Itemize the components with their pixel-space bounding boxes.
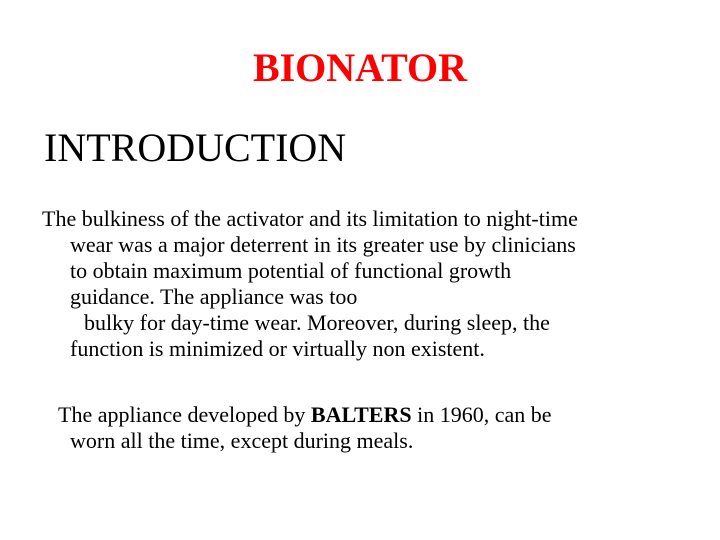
text-segment: The appliance developed by xyxy=(58,402,311,427)
paragraph-balters xyxy=(58,402,552,454)
text-segment: in 1960, can be xyxy=(411,402,552,427)
paragraph-line: worn all the time, except during meals. xyxy=(70,428,414,453)
author-name-balters: BALTERS xyxy=(310,402,412,427)
section-heading: INTRODUCTION xyxy=(44,125,347,170)
paragraph-line: wear was a major deterrent in its greater use by clinicians xyxy=(70,232,576,257)
paragraph-line: The bulkiness of the activator and its limitation to night-time xyxy=(42,206,578,231)
slide-title: BIONATOR xyxy=(252,45,468,90)
paragraph-line: bulky for day-time wear. Moreover, during sleep, the xyxy=(84,310,550,335)
paragraph-bulkiness xyxy=(42,206,578,362)
paragraph-line: to obtain maximum potential of functional growth xyxy=(70,258,512,283)
paragraph-line: guidance. The appliance was too xyxy=(70,284,358,309)
paragraph-line xyxy=(58,402,552,428)
paragraph-line: function is minimized or virtually non existent. xyxy=(70,336,485,361)
